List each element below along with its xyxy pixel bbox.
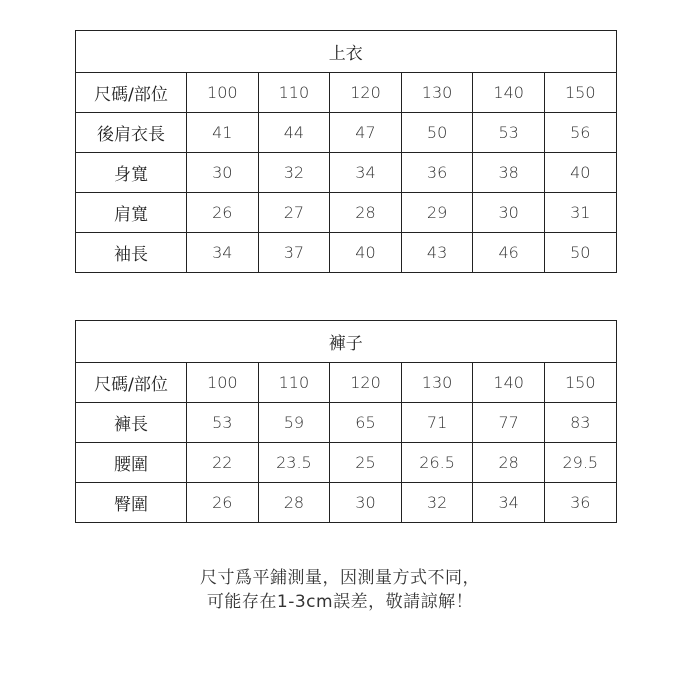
size-value-cell: 36 <box>544 483 616 523</box>
table-row <box>76 443 617 483</box>
size-value-cell: 31 <box>544 193 616 233</box>
measurement-note-line-1: 尺寸爲平鋪測量，因測量方式不同， <box>200 568 480 588</box>
size-value-cell: 22 <box>187 443 259 483</box>
size-value-cell: 53 <box>187 403 259 443</box>
pants-size-table <box>75 320 617 523</box>
table-row <box>76 193 617 233</box>
top-size-table <box>75 30 617 273</box>
size-value-cell: 40 <box>330 233 402 273</box>
size-value-cell: 25 <box>330 443 402 483</box>
size-value-cell: 29 <box>401 193 473 233</box>
size-value-cell: 130 <box>401 73 473 113</box>
size-value-cell: 65 <box>330 403 402 443</box>
size-value-cell: 28 <box>258 483 330 523</box>
table-row <box>76 233 617 273</box>
table-row <box>76 403 617 443</box>
row-label-cell: 腰圍 <box>76 443 187 483</box>
table-row <box>76 153 617 193</box>
size-value-cell: 100 <box>187 73 259 113</box>
measurement-note-line-2: 可能存在1-3cm誤差，敬請諒解！ <box>206 592 474 612</box>
size-value-cell: 30 <box>187 153 259 193</box>
size-value-cell: 140 <box>473 73 545 113</box>
size-value-cell: 77 <box>473 403 545 443</box>
size-value-cell: 47 <box>330 113 402 153</box>
size-value-cell: 53 <box>473 113 545 153</box>
size-value-cell: 32 <box>401 483 473 523</box>
size-value-cell: 30 <box>330 483 402 523</box>
size-value-cell: 46 <box>473 233 545 273</box>
size-value-cell: 30 <box>473 193 545 233</box>
size-value-cell: 71 <box>401 403 473 443</box>
size-value-cell: 83 <box>544 403 616 443</box>
size-value-cell: 110 <box>258 363 330 403</box>
size-value-cell: 140 <box>473 363 545 403</box>
size-value-cell: 120 <box>330 73 402 113</box>
size-value-cell: 38 <box>473 153 545 193</box>
size-value-cell: 59 <box>258 403 330 443</box>
size-value-cell: 50 <box>401 113 473 153</box>
top-table-title: 上衣 <box>76 31 617 73</box>
size-value-cell: 120 <box>330 363 402 403</box>
size-value-cell: 26 <box>187 193 259 233</box>
table-row <box>76 113 617 153</box>
size-value-cell: 27 <box>258 193 330 233</box>
row-label-cell: 尺碼/部位 <box>76 363 187 403</box>
table-header-row <box>76 73 617 113</box>
row-label-cell: 後肩衣長 <box>76 113 187 153</box>
size-value-cell: 150 <box>544 73 616 113</box>
size-value-cell: 26 <box>187 483 259 523</box>
size-value-cell: 40 <box>544 153 616 193</box>
table-row <box>76 483 617 523</box>
row-label-cell: 肩寬 <box>76 193 187 233</box>
size-value-cell: 34 <box>187 233 259 273</box>
row-label-cell: 尺碼/部位 <box>76 73 187 113</box>
row-label-cell: 褲長 <box>76 403 187 443</box>
size-value-cell: 36 <box>401 153 473 193</box>
size-value-cell: 29.5 <box>544 443 616 483</box>
size-value-cell: 28 <box>473 443 545 483</box>
size-value-cell: 44 <box>258 113 330 153</box>
size-value-cell: 41 <box>187 113 259 153</box>
size-value-cell: 150 <box>544 363 616 403</box>
size-value-cell: 130 <box>401 363 473 403</box>
size-value-cell: 23.5 <box>258 443 330 483</box>
size-value-cell: 56 <box>544 113 616 153</box>
size-value-cell: 26.5 <box>401 443 473 483</box>
table-title-row <box>76 31 617 73</box>
size-value-cell: 34 <box>473 483 545 523</box>
size-value-cell: 28 <box>330 193 402 233</box>
row-label-cell: 臀圍 <box>76 483 187 523</box>
size-value-cell: 110 <box>258 73 330 113</box>
size-value-cell: 32 <box>258 153 330 193</box>
size-value-cell: 43 <box>401 233 473 273</box>
size-value-cell: 34 <box>330 153 402 193</box>
table-header-row <box>76 363 617 403</box>
pants-table-body <box>76 321 617 523</box>
row-label-cell: 袖長 <box>76 233 187 273</box>
table-title-row <box>76 321 617 363</box>
size-value-cell: 50 <box>544 233 616 273</box>
size-value-cell: 100 <box>187 363 259 403</box>
row-label-cell: 身寬 <box>76 153 187 193</box>
pants-table-title: 褲子 <box>76 321 617 363</box>
size-value-cell: 37 <box>258 233 330 273</box>
top-table-body <box>76 31 617 273</box>
